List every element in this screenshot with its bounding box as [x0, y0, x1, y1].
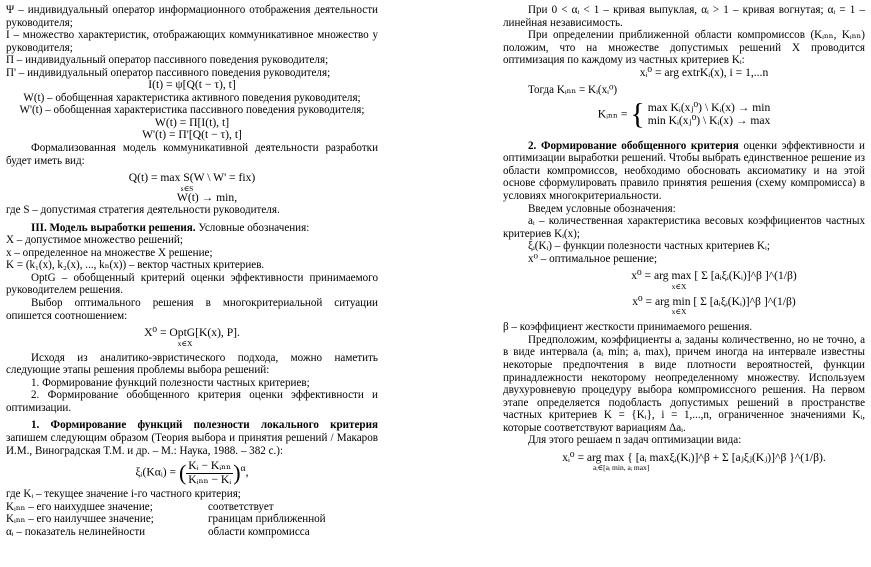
paragraph: I – множество характеристик, отображающих коммуникативное множество у руководителя;: [6, 29, 378, 54]
formula: I(t) = ψ[Q(t − τ), t]: [148, 78, 236, 92]
formula-exponent: α: [240, 462, 246, 474]
formula-case: min Kᵢ(xⱼ⁰) \ Kᵢ(x) → max: [647, 113, 771, 127]
section-heading: [6, 419, 378, 457]
fraction-denominator: Kᵢₙₙ − Kᵢ: [188, 472, 232, 486]
formula-lhs: ξᵢ(Kαᵢ) =: [135, 465, 177, 479]
paragraph: aᵢ – количественная характеристика весовых коэффициентов частных критериев Kᵢ(x);: [503, 215, 865, 240]
formula: x⁰ = arg max [ Σ [aᵢξᵢ(Kᵢ)]^β ]^(1/β): [631, 269, 797, 283]
heading-text: III. Модель выработки решения.: [31, 221, 196, 234]
list-item: 2. Формирование обобщенного критерия оценки эффективности и оптимизации.: [6, 389, 378, 414]
heading-text: 1. Формирование функций полезности локального критерия: [31, 419, 378, 432]
formula-case: max Kᵢ(xⱼ⁰) \ Kᵢ(x) → min: [647, 100, 771, 114]
paragraph: Ψ – индивидуальный оператор информационного отображения деятельности руководителя;: [6, 4, 378, 29]
heading-rest: оценки эффективности и оптимизации выработки решений. Чтобы выбрать единственное решение из области компромиссов, необходимо обосновать аксиоматику и на этой основе сформулировать правило принятия решения (схему компромисса) в условиях многокритериальности.: [503, 139, 865, 203]
formula-subscript: aᵢ∈[aᵢ min, aᵢ max]: [593, 463, 650, 473]
paragraph: где S – допустимая стратегия деятельности руководителя.: [6, 204, 280, 217]
paragraph: x – определенное на множестве X решение;: [6, 246, 213, 259]
formula-lhs: Kᵢₙₙ =: [597, 107, 628, 121]
formula-subscript: x∈X: [671, 307, 687, 317]
paragraph: OptG – обобщенный критерий оценки эффективности принимаемого руководителем решения.: [6, 271, 378, 297]
section-heading: [503, 140, 865, 203]
formula: X⁰ = OptG[K(x), P].: [144, 326, 240, 340]
paragraph: W'(t) – обобщенная характеристика пассивного поведения руководителя;: [19, 104, 365, 117]
paragraph: При 0 < αᵢ < 1 – кривая выпуклая, αᵢ > 1 – кривая вогнутая; αᵢ = 1 – линейная независимость.: [503, 4, 865, 29]
formula-subscript: x∈X: [671, 281, 687, 291]
paragraph: Выбор оптимального решения в многокритериальной ситуации опишется соотношением:: [6, 297, 378, 322]
formula: W(t) = П[I(t), t]: [154, 115, 230, 129]
paragraph: Для этого решаем n задач оптимизации вида:: [528, 434, 742, 447]
paragraph: Формализованная модель коммуникативной деятельности разработки будет иметь вид:: [6, 142, 378, 167]
formula: Kᵢₙₙ = { max Kᵢ(xⱼ⁰) \ Kᵢ(x) → min min Kᵢ(xⱼ⁰) \ Kᵢ(x) → max: [597, 97, 771, 131]
definition-row: Kᵢₙₙ – его наилучшее значение; границам приближенной: [6, 513, 326, 526]
formula: x⁰ = arg min [ Σ [aᵢξᵢ(Kᵢ)]^β ]^(1/β): [632, 294, 796, 308]
definition-row: Kᵢₙₙ – его наихудшее значение; соответствует: [6, 500, 274, 513]
definition-row: αᵢ – показатель нелинейности области компромисса: [6, 525, 310, 538]
paragraph: где Kᵢ – текущее значение i-го частного критерия;: [6, 488, 241, 501]
fraction-numerator: Kᵢ − Kᵢₙₙ: [188, 459, 232, 473]
formula: xᵢ⁰ = arg max { [aᵢ maxξᵢ(Kᵢ)]^β + Σ [aⱼξⱼ(Kⱼ)]^β }^(1/β).: [562, 450, 826, 464]
paragraph: П' – индивидуальный оператор пассивного поведения руководителя;: [6, 66, 331, 79]
list-item: 1. Формирование функций полезности частных критериев;: [31, 376, 310, 389]
paragraph: X – допустимое множество решений;: [6, 234, 183, 247]
paragraph: П – индивидуальный оператор пассивного поведения руководителя;: [6, 54, 329, 67]
paragraph: Предположим, коэффициенты aᵢ заданы количественно, но не точно, а в виде интервала (aᵢ min; aᵢ max), причем иногда на интервале известны некоторые предпочтения в виде плотности вероятностей, функции принадлежности некоторому неопределенному множеству. Используем двухуровневую процедуру выбора компромиссного решения. На первом этапе определяется подобласть допустимых решений в пространстве частных критериев K = {Kᵢ}, i = 1,...,n, ограниченное значениями Kᵢ, которые соответствуют вариациям Δaᵢ.: [503, 333, 865, 434]
paragraph: K = (k₁(x), k₂(x), ..., kₙ(x)) – вектор частных критериев.: [6, 259, 265, 272]
formula: Q(t) = max S(W \ W' = fix): [128, 171, 256, 185]
section-heading: [6, 222, 378, 235]
formula-subscript: s∈S: [180, 183, 194, 193]
paragraph: При определении приближенной области компромиссов (Kᵢₙₙ, Kᵢₙₙ) положим, что на множестве допустимых решений X проводится оптимизация по каждому из частных критериев Kᵢ:: [503, 29, 865, 67]
left-column: [6, 4, 378, 538]
formula: W(t) → min,: [176, 190, 238, 204]
formula-cases: [648, 101, 771, 127]
right-column: [503, 4, 865, 472]
paragraph: W(t) – обобщенная характеристика активного поведения руководителя;: [23, 91, 361, 104]
paragraph: Введем условные обозначения:: [528, 202, 676, 215]
formula-subscript: x∈X: [177, 338, 193, 348]
paragraph: ξᵢ(Kᵢ) – функции полезности частных критериев Kᵢ;: [528, 240, 770, 253]
paragraph: Исходя из аналитико-эвристического подхода, можно наметить следующие этапы решения проблемы выбора решений:: [6, 351, 378, 377]
formula: W'(t) = П'[Q(t − τ), t]: [142, 128, 242, 142]
heading-rest: Условные обозначения:: [195, 221, 310, 234]
fraction: [186, 460, 233, 486]
formula: ξᵢ(Kαᵢ) = ( $\frac{\text{Kᵢ − Kᵢₙₙ}}{\text{Kᵢₙₙ − Kᵢ}}$ )$^\alpha$,: [135, 459, 249, 486]
paragraph: x⁰ – оптимальное решение;: [528, 252, 658, 265]
formula: xᵢ⁰ = arg extrKᵢ(x), i = 1,...n: [639, 65, 769, 79]
heading-rest: запишем следующим образом (Теория выбора и принятия решений / Макаров И.М., Виноградская Т.М. и др. – М.: Наука, 1988. – 382 с.):: [6, 431, 378, 457]
paragraph: β – коэффициент жесткости принимаемого решения.: [503, 321, 753, 334]
heading-text: 2. Формирование обобщенного критерия: [528, 139, 739, 152]
paragraph: Тогда Kᵢₙₙ = Kᵢ(xᵢ⁰): [528, 84, 618, 97]
